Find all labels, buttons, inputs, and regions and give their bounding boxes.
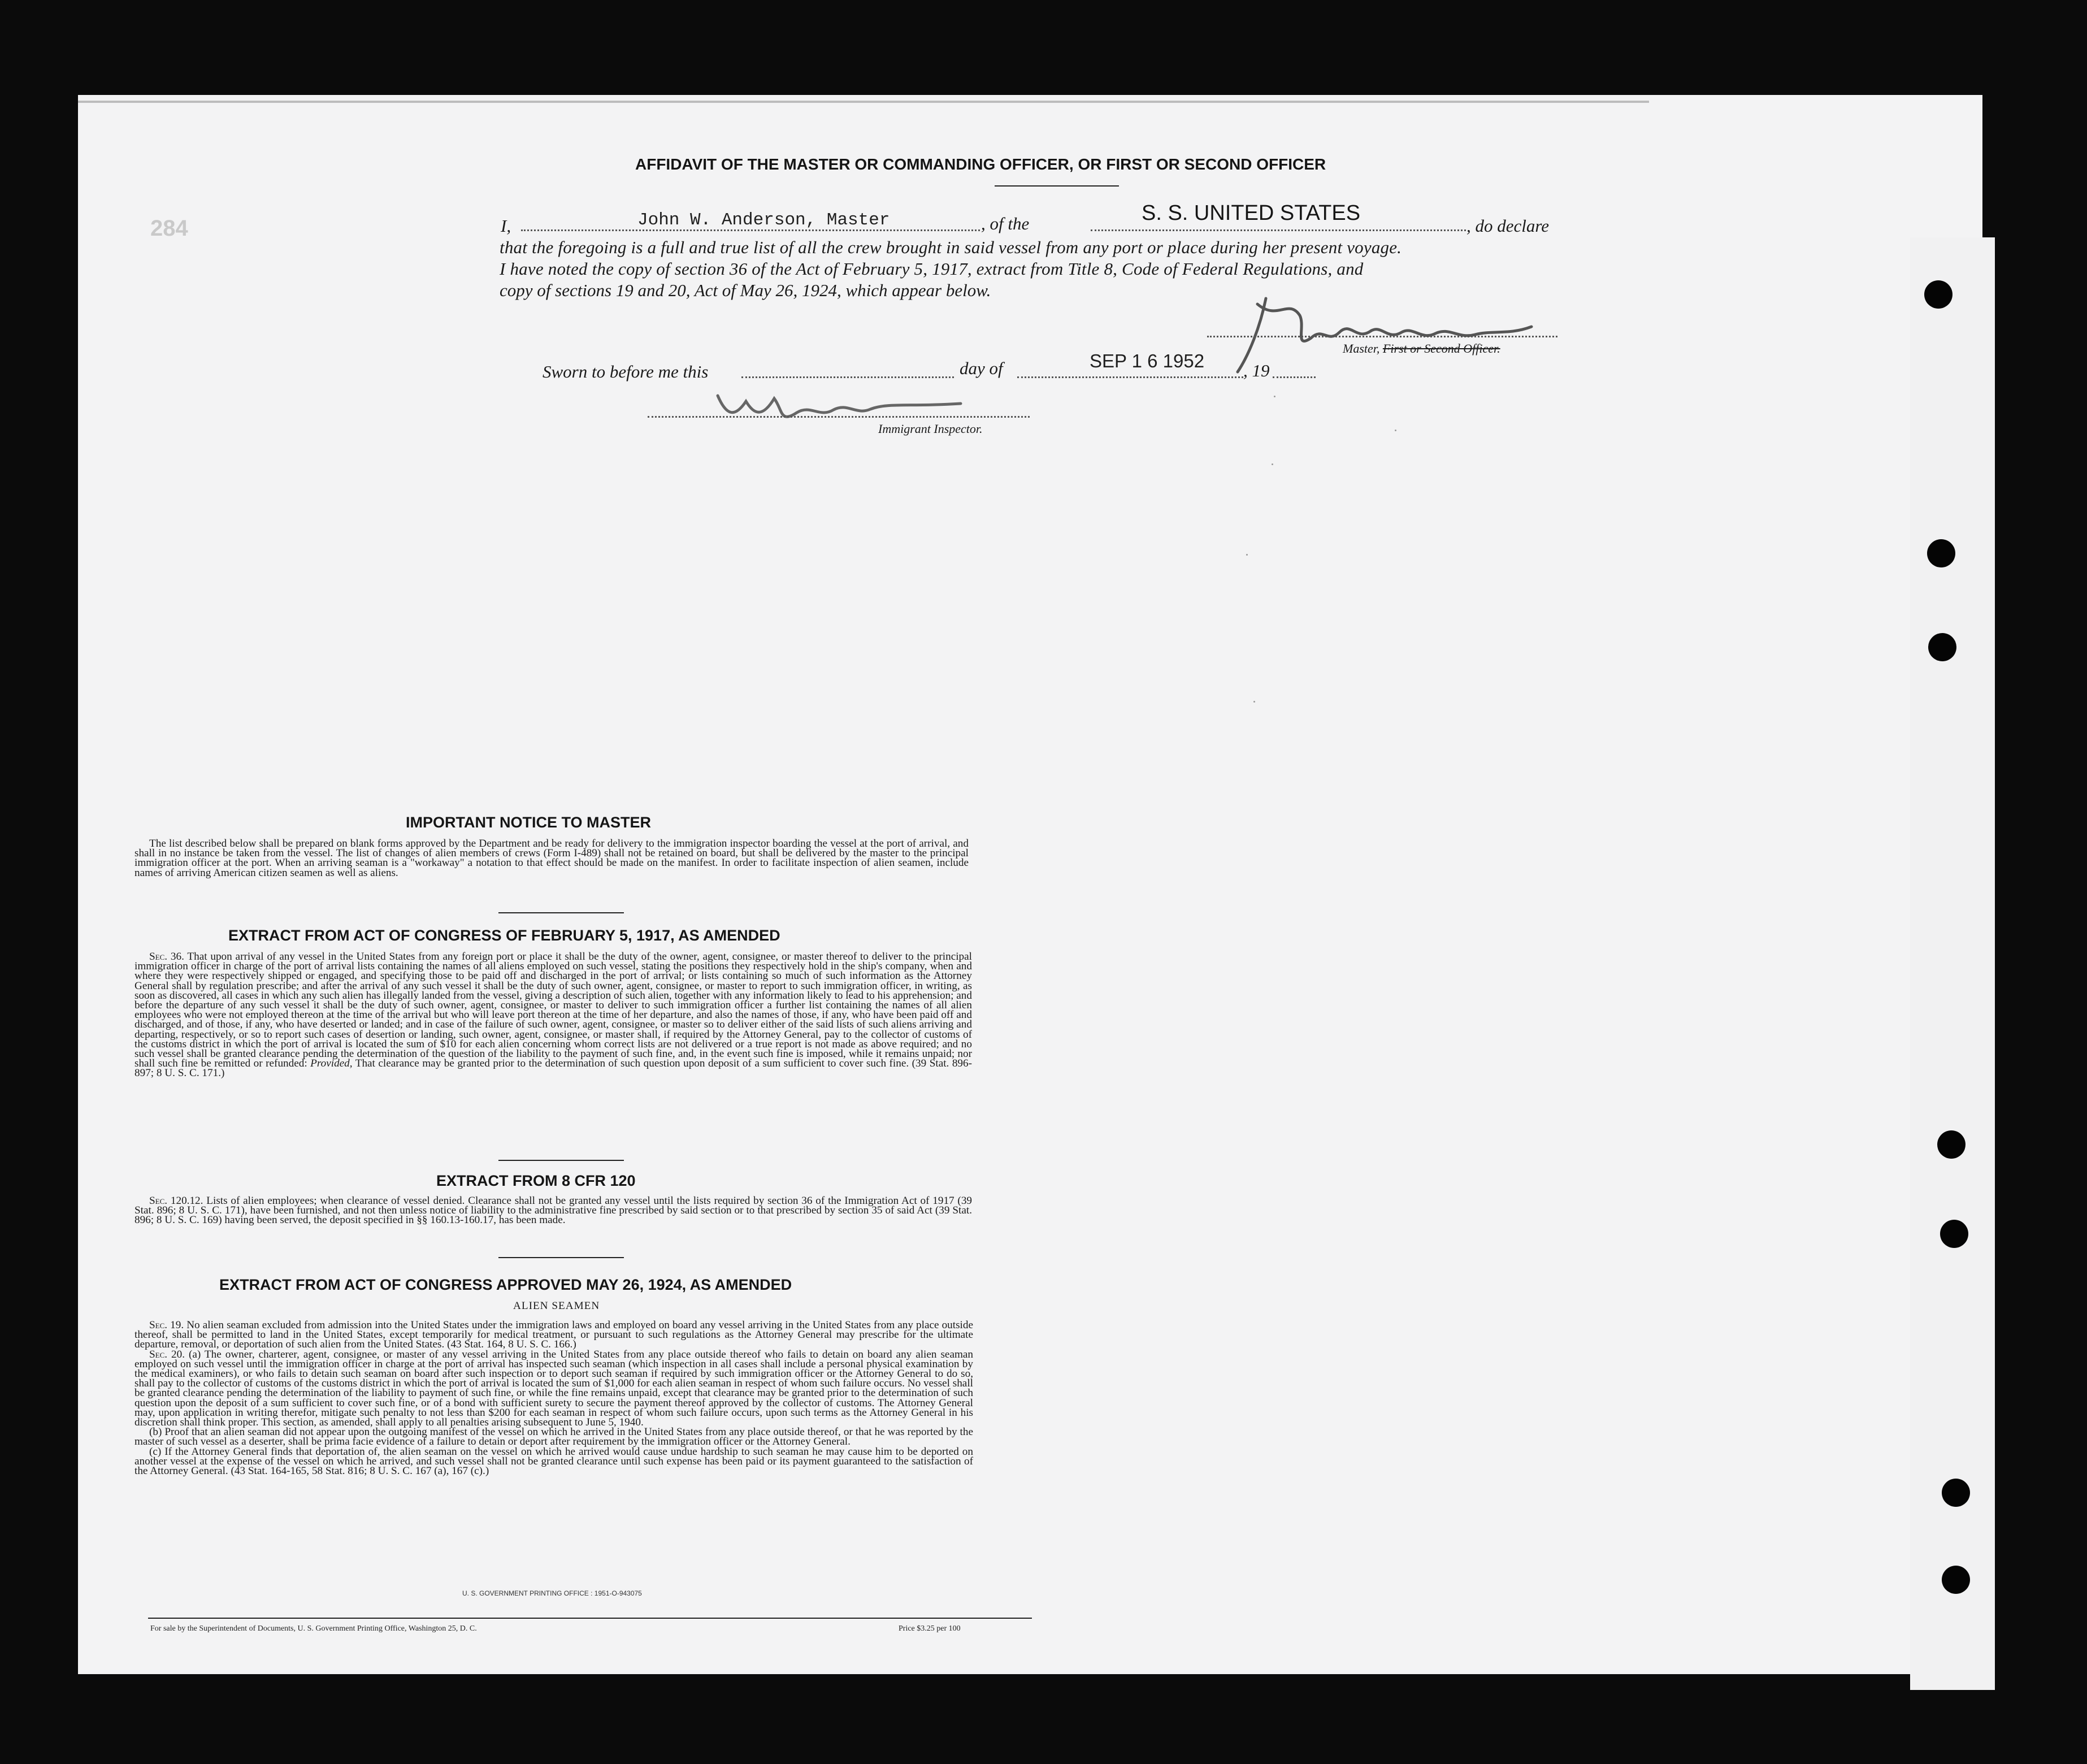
punch-hole xyxy=(1928,633,1956,661)
vessel-name-line xyxy=(1091,229,1466,231)
title-rule xyxy=(995,185,1119,187)
paper-speck xyxy=(1395,430,1396,431)
sec-19-label: Sec. 19. xyxy=(149,1319,184,1331)
sec-120-12-body: Lists of alien employees; when clearance of vessel denied. Clearance shall not be granted any vessel until the lists required by section 36 of the Immigration Act of 1917 (39 Stat. 896; 8 U. S. C. 171), have been furnished, and not then unless notice of liability to the administrative fine prescribed by said section or to that prescribed by section 35 of said Act (39 Stat. 896; 8 U. S. C. 169) having been served, the deposit specified in §§ 160.13-160.17, has been made. xyxy=(134,1195,973,1226)
of-the-label: , of the xyxy=(981,214,1030,233)
footer-rule xyxy=(148,1618,1032,1619)
paper-speck xyxy=(1246,554,1248,556)
punch-hole xyxy=(1942,1566,1970,1594)
footer-price: Price $3.25 per 100 xyxy=(899,1624,961,1633)
day-of-label: day of xyxy=(960,358,1003,378)
year-line xyxy=(1273,376,1316,378)
affidavit-line-3: I have noted the copy of section 36 of the Act of February 5, 1917, extract from Title 8, Code of Federal Regulations, and xyxy=(500,259,1364,279)
master-caption-label: Master, xyxy=(1343,341,1380,356)
sec-120-12-paragraph xyxy=(134,1196,972,1225)
sec-19-body: No alien seaman excluded from admission into the United States under the immigration laws and employed on board any vessel arriving in the United States from any place outside thereof, shall be permitted to land in the United States, except temporarily for medical treatment, or pursuant to such regulations as the Attorney General may prescribe for the ultimate departure, removal, or deportation of such alien from the United States. (43 Stat. 164, 8 U. S. C. 166.) xyxy=(134,1319,973,1351)
sec-20c-paragraph: (c) If the Attorney General finds that deportation of, the alien seaman on the vessel on which he arrived would cause undue hardship to such seaman he may cause him to be deported on another vessel at the expense of the vessel on which he arrived, and such vessel shall not be granted clearance until such expense has been paid or its payment guaranteed to the satisfaction of the Attorney General. (43 Stat. 164-165, 58 Stat. 816; 8 U. S. C. 167 (a), 167 (c).) xyxy=(134,1445,973,1477)
divider-rule xyxy=(498,1257,624,1258)
vessel-name: S. S. UNITED STATES xyxy=(1142,201,1361,225)
notice-text xyxy=(134,839,969,878)
date-line xyxy=(1017,376,1243,378)
affidavit-line-2: that the foregoing is a full and true list of all the crew brought in said vessel from any port or place during her present voyage. xyxy=(500,237,1402,257)
footer-sale-notice: For sale by the Superintendent of Documents, U. S. Government Printing Office, Washington 25, D. C. xyxy=(150,1624,477,1633)
notice-title: IMPORTANT NOTICE TO MASTER xyxy=(406,814,651,831)
inspector-line xyxy=(648,416,1030,418)
sworn-label: Sworn to before me this xyxy=(543,362,709,382)
top-edge-line xyxy=(78,101,1649,103)
affidavit-title: AFFIDAVIT OF THE MASTER OR COMMANDING OFFICER, OR FIRST OR SECOND OFFICER xyxy=(635,155,1326,173)
divider-rule xyxy=(498,912,624,913)
extract-cfr-title: EXTRACT FROM 8 CFR 120 xyxy=(436,1172,636,1189)
affidavit-i: I, xyxy=(501,216,511,236)
paper-speck xyxy=(1272,463,1273,465)
master-name-line xyxy=(521,229,980,231)
divider-rule xyxy=(498,1160,624,1161)
punch-hole xyxy=(1940,1220,1968,1248)
extract-1924-title: EXTRACT FROM ACT OF CONGRESS APPROVED MAY 26, 1924, AS AMENDED xyxy=(219,1276,792,1293)
sec-36-tail: That clearance may be granted prior to the determination of such question upon deposit of a sum sufficient to cover such fine. (39 Stat. 896-897; 8 U. S. C. 171.) xyxy=(134,1057,973,1080)
punch-hole xyxy=(1942,1479,1970,1507)
master-signature-line xyxy=(1207,336,1557,337)
sec-36-label: Sec. 36. xyxy=(149,951,184,963)
sec-20b-paragraph: (b) Proof that an alien seaman did not appear upon the outgoing manifest of the vessel on which he arrived in the United States from any place outside thereof, or that he was reported by the master of such vessel as a deserter, shall be prima facie evidence of a failure to detain or deport after requirement by the immigration officer or the Attorney General. xyxy=(134,1426,973,1448)
extract-1924-text xyxy=(134,1320,973,1476)
punch-hole xyxy=(1937,1130,1965,1159)
master-name: John W. Anderson, Master xyxy=(637,210,890,230)
sec-19-paragraph xyxy=(134,1320,973,1350)
notice-paragraph: The list described below shall be prepared on blank forms approved by the Department and be ready for delivery to the immigration inspector boarding the vessel at the port of arrival, and shall in no instance be taken from the vessel. The list of changes of alien members of crews (Form I-489) shall not be retained on board, but shall be delivered by the master to the principal immigration officer at the port. When an arriving seaman is a "workaway" a notation to that effect should be made on the manifest. In order to facilitate inspection of alien seamen, include names of arriving American citizen seamen as well as aliens. xyxy=(134,838,969,879)
gpo-print-line: U. S. GOVERNMENT PRINTING OFFICE : 1951-O-943075 xyxy=(462,1589,642,1597)
punch-hole xyxy=(1924,280,1953,309)
extract-cfr-text xyxy=(134,1196,972,1225)
affidavit-line-4: copy of sections 19 and 20, Act of May 26, 1924, which appear below. xyxy=(500,280,991,300)
master-caption xyxy=(1343,341,1500,356)
sec-120-12-label: Sec. 120.12. xyxy=(149,1195,203,1207)
master-signature xyxy=(1226,287,1543,383)
inspector-caption: Immigrant Inspector. xyxy=(878,422,983,436)
struck-officer-caption: First or Second Officer. xyxy=(1382,341,1500,356)
extract-1917-title: EXTRACT FROM ACT OF CONGRESS OF FEBRUARY 5, 1917, AS AMENDED xyxy=(228,927,780,944)
paper-right-margin xyxy=(1910,237,1995,1690)
sec-20a-body: (a) The owner, charterer, agent, consignee, or master of any vessel arriving in the United States from any place outside thereof who fails to detain on board any alien seaman employed on such vessel until the immigration officer in charge at the port of arrival has inspected such seaman (which inspection in all cases shall include a personal physical examination by the medical examiners), or who fails to detain such seaman on board after such inspection or to deport such seaman if required by such immigration officer or the Attorney General to do so, shall pay to the collector of customs of the customs district in which the port of arrival is located the sum of $1,000 for each alien seaman in respect of whom such failure occurs. No vessel shall be granted clearance pending the determination of the liability to payment of such fine, or while the fine remains unpaid, except that clearance may be granted prior to the determination of such question upon the deposit of a sum sufficient to cover such fine, or of a bond with sufficient surety to secure the payment thereof approved by the collector of customs. The Attorney General may, upon application in writing therefor, mitigate such penalty to not less than $200 for each seaman in respect of whom such failure occurs, upon such terms as the Attorney General in his discretion shall think proper. This section, as amended, shall apply to all penalties arising subsequent to June 5, 1940. xyxy=(134,1348,973,1429)
sec-36-paragraph xyxy=(134,952,972,1078)
paper-speck xyxy=(1274,396,1275,397)
year-label: , 19 xyxy=(1243,361,1270,380)
sec-36-body: That upon arrival of any vessel in the United States from any foreign port or place it shall be the duty of the owner, agent, consignee, or master thereof to deliver to the principal immigration officer in charge of the port of arrival lists containing the names of all aliens employed on such vessel, stating the positions they respectively hold in the ship's company, when and where they were respectively shipped or engaged, and specifying those to be paid off and discharged in the port of arrival; or lists containing so much of such information as the Attorney General shall by regulation prescribe; and after the arrival of any such vessel it shall be the duty of such owner, agent, consignee, or master to report to such immigration officer, in writing, as soon as discovered, all cases in which any such alien has illegally landed from the vessel, giving a description of such alien, together with any information likely to lead to his apprehension; and before the departure of any such vessel it shall be the duty of such owner, agent, consignee, or master to deliver to such immigration officer a further list containing the names of all alien employees who were not employed thereon at the time of the arrival but who will leave port thereon at the time of her departure, and also the names of those, if any, who have been paid off and discharged, and of those, if any, who have deserted or landed; and in case of the failure of such owner, agent, consignee, or master so to deliver either of the said lists of such aliens arriving and departing, respectively, or so to report such cases of desertion or landing, such owner, agent, consignee, or master shall, if required by the Attorney General, pay to the collector of customs of the customs district in which the port of arrival is located the sum of $10 for each alien concerning whom correct lists are not delivered or a true report is not made as above required; and no such vessel shall be granted clearance pending the determination of the question of the liability to the payment of such fine, and, in the event such fine is imposed, while it remains unpaid; nor shall such fine be remitted or refunded: xyxy=(134,951,972,1070)
do-declare-label: , do declare xyxy=(1466,216,1550,236)
sec-20-label: Sec. 20. xyxy=(149,1348,185,1360)
sworn-day-line xyxy=(741,376,954,378)
extract-1917-text xyxy=(134,952,972,1078)
paper-speck xyxy=(1253,701,1255,703)
alien-seamen-subtitle: ALIEN SEAMEN xyxy=(513,1300,600,1312)
provided-word: Provided, xyxy=(310,1057,353,1070)
punch-hole xyxy=(1927,539,1955,567)
sec-20a-paragraph xyxy=(134,1350,973,1428)
date-stamp: SEP 1 6 1952 xyxy=(1090,350,1205,371)
page-number: 284 xyxy=(150,216,188,241)
